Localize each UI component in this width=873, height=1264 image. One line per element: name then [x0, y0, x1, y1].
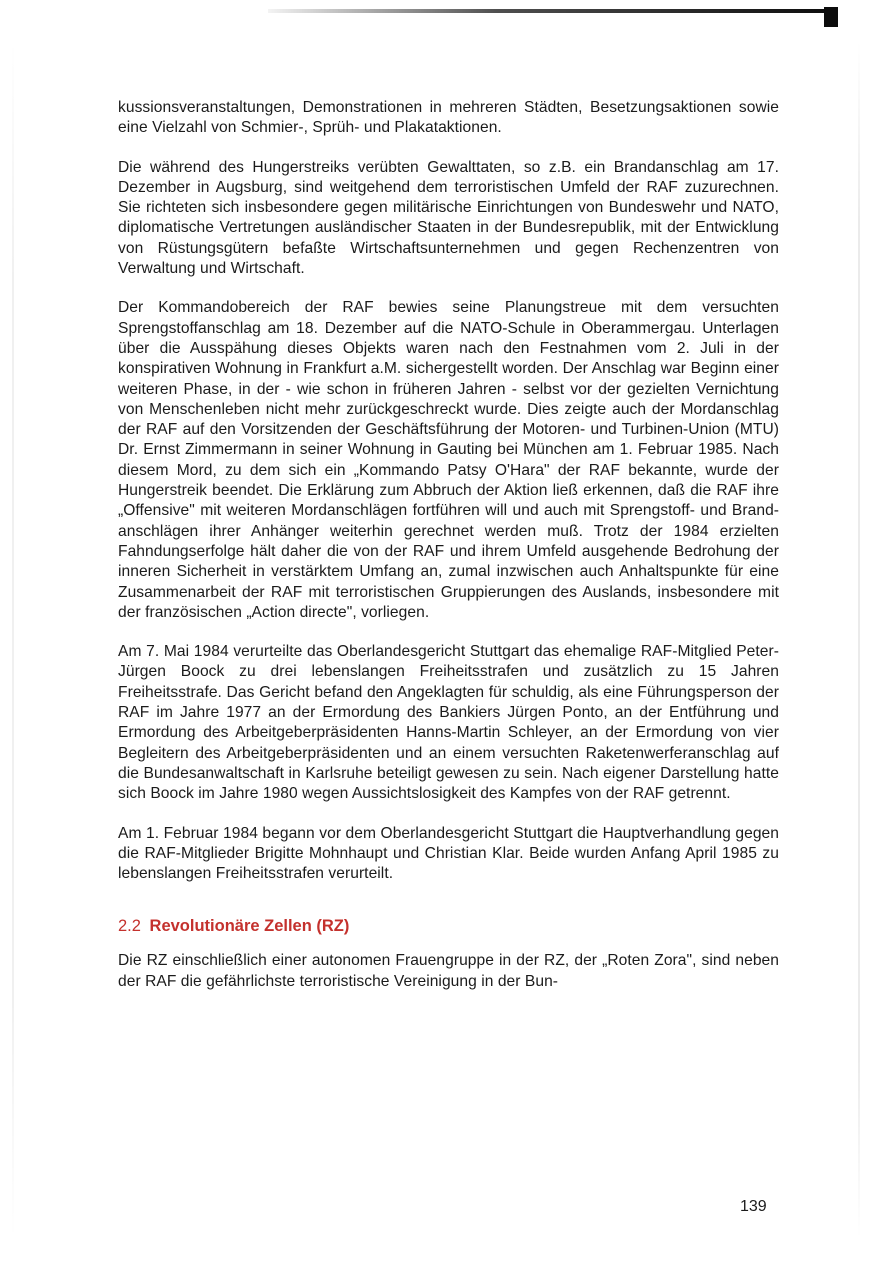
paragraph-rz-intro: Die RZ einschließlich einer autonomen Frauengruppe in der RZ, der „Roten Zora", sind neben der RAF die gefährlichste terroristische Vereinigung in der Bun- [118, 952, 779, 990]
page-body [118, 98, 779, 1011]
scan-top-edge-mark [824, 7, 838, 27]
paragraph-mohnhaupt-klar-trial: Am 1. Februar 1984 begann vor dem Oberlandesgericht Stuttgart die Hauptverhandlung gegen die RAF-Mitglieder Brigitte Mohnhaupt und Christian Klar. Beide wurden Anfang April 1985 zu lebenslangen Freiheitsstrafen verurteilt. [118, 824, 779, 883]
scan-top-edge-line [268, 9, 838, 13]
section-heading [118, 916, 779, 936]
paragraph-raf-command: Der Kommandobereich der RAF bewies seine Planungstreue mit dem versuchten Sprengstoffanschlag am 18. Dezember auf die NATO-Schule in Oberammergau. Unterlagen über die Ausspähung dieses Objekts waren nach den Festnahmen vom 2. Juli in der konspirativen Wohnung in Frankfurt a.M. sichergestellt worden. Der Anschlag war Beginn einer weiteren Phase, in der - wie schon in früheren Jahren - selbst vor der gezielten Vernichtung von Menschenleben nicht mehr zurückgeschreckt wurde. Dies zeigte auch der Mordanschlag der RAF auf den Vorsitzenden der Geschäftsführung der Motoren- und Turbinen-Union (MTU) Dr. Ernst Zimmermann in seiner Wohnung in Gauting bei München am 1. Februar 1985. Nach diesem Mord, zu dem sich ein „Kommando Patsy O'Hara" der RAF bekannte, wurde der Hungerstreik beendet. Die Erklärung zum Abbruch der Aktion ließ erkennen, daß die RAF ihre „Offensive" mit weiteren Mordanschlägen fortführen will und auch mit Sprengstoff- und Brandanschlägen ihrer Anhänger weiterhin gerechnet werden muß. Trotz der 1984 erzielten Fahndungserfolge hält daher die von der RAF und ihrem Umfeld ausgehende Bedrohung der inneren Sicherheit in verstärktem Umfang an, zumal inzwischen auch Anhaltspunkte für eine Zusammenarbeit der RAF mit terroristischen Gruppierungen des Auslands, insbesondere mit der französischen „Action directe", vorliegen. [118, 299, 779, 621]
section-number: 2.2 [118, 917, 141, 936]
page-number: 139 [740, 1198, 767, 1215]
scan-left-edge-shadow [12, 40, 14, 1240]
paragraph-hunger-strike-violence: Die während des Hungerstreiks verübten Gewalttaten, so z.B. ein Brandanschlag am 17. Dezember in Augsburg, sind weitgehend dem terroristischen Umfeld der RAF zuzurechnen. Sie richteten sich insbesondere gegen militärische Einrichtungen von Bundeswehr und NATO, diplomatische Vertretungen ausländischer Staaten in der Bundesrepublik, mit der Entwicklung von Rüstungsgütern befaßte Wirtschaftsunternehmen und gegen Rechenzentren von Verwaltung und Wirtschaft. [118, 158, 779, 278]
paragraph-demonstrations: kussionsveranstaltungen, Demonstrationen in mehreren Städten, Besetzungsaktionen sowie eine Vielzahl von Schmier-, Sprüh- und Plakataktionen. [118, 99, 779, 137]
section-title: Revolutionäre Zellen (RZ) [149, 917, 350, 936]
paragraph-boock-verdict: Am 7. Mai 1984 verurteilte das Oberlandesgericht Stuttgart das ehemalige RAF-Mitglied Peter-Jürgen Boock zu drei lebenslangen Freiheitsstrafen und zusätzlich zu 15 Jahren Freiheitsstrafe. Das Gericht befand den Angeklagten für schuldig, als eine Führungsperson der RAF im Jahre 1977 an der Ermordung des Bankiers Jürgen Ponto, an der Entführung und Ermordung des Arbeitgeberpräsidenten Hanns-Martin Schleyer, an der Ermordung von vier Begleitern des Arbeitgeberpräsidenten und an einem versuchten Raketenwerferanschlag auf die Bundesanwaltschaft in Karlsruhe beteiligt gewesen zu sein. Nach eigener Darstellung hatte sich Boock im Jahre 1980 wegen Aussichtslosigkeit des Kampfes von der RAF getrennt. [118, 643, 779, 803]
scan-right-edge-shadow [858, 40, 860, 1240]
